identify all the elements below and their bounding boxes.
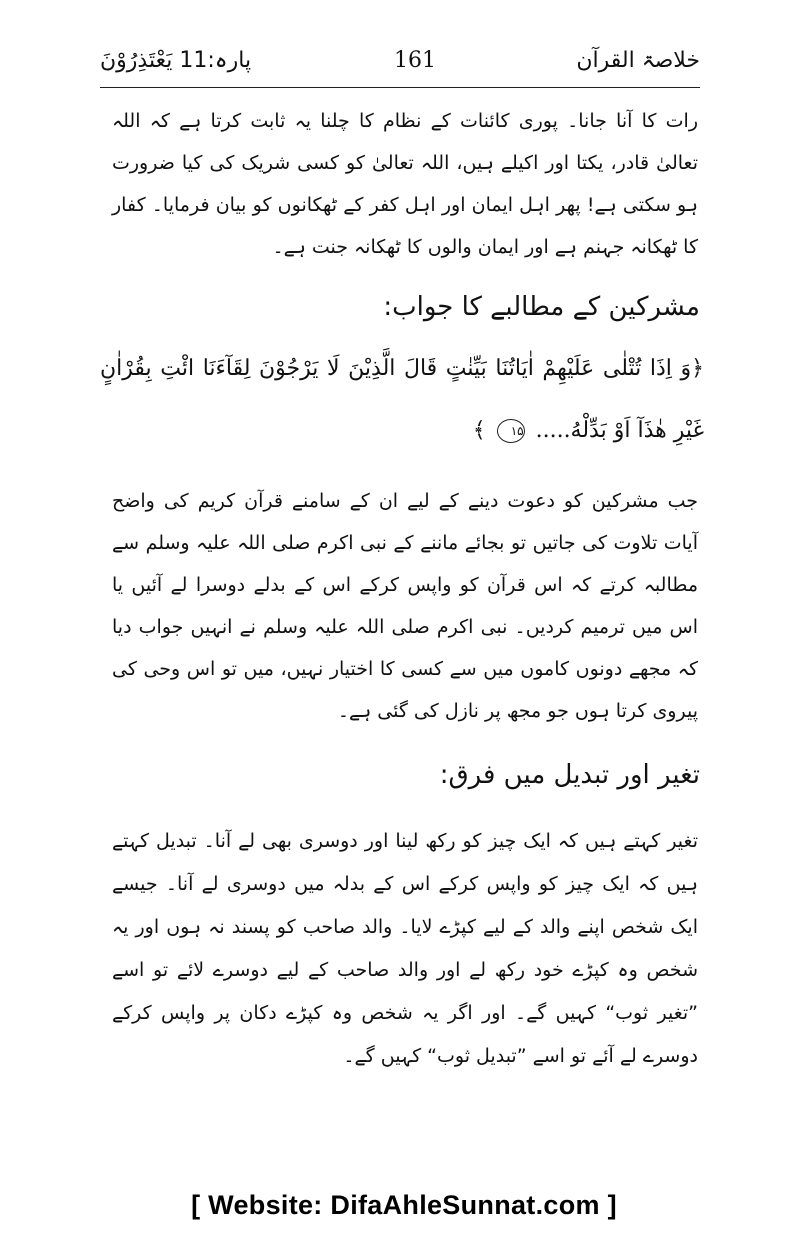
section-heading-response: مشرکین کے مطالبے کا جواب: <box>383 292 700 322</box>
page-number: 161 <box>394 48 436 73</box>
intro-paragraph: رات کا آنا جانا۔ پوری کائنات کے نظام کا چلنا یہ ثابت کرتا ہے کہ اللہ تعالیٰ قادر، یکتا اور اکیلے ہیں، اللہ تعالیٰ کو کسی شریک کی کیا ضرورت ہو سکتی ہے! پھر اہل ایمان اور اہل کفر کے ٹھکانوں کو بیان فرمایا۔ کفار کا ٹھکانہ جہنم ہے اور ایمان والوں کا ٹھکانہ جنت ہے۔ <box>112 110 698 258</box>
page-header <box>100 44 700 84</box>
ayah-text: ﴿وَ اِذَا تُتْلٰی عَلَیْهِمْ اٰیَاتُنَا بَیِّنٰتٍ قَالَ الَّذِیْنَ لَا یَرْجُوْنَ لِقَآءَنَا ائْتِ بِقُرْاٰنٍ غَیْرِ هٰذَآ اَوْ بَدِّلْهُ..... <box>100 356 704 443</box>
difference-paragraph: تغیر کہتے ہیں کہ ایک چیز کو رکھ لینا اور دوسری بھی لے آنا۔ تبدیل کہتے ہیں کہ ایک چیز کو واپس کرکے اس کے بدلہ میں دوسری لے آنا۔ جیسے ایک شخص اپنے والد کے لیے کپڑے لایا۔ والد صاحب کو پسند نہ ہوں اور یہ شخص وہ کپڑے خود رکھ لے اور والد صاحب کے لیے دوسرے لائے تو اسے ”تغیر ثوب“ کہیں گے۔ اور اگر یہ شخص وہ کپڑے دکان پر واپس کرکے دوسرے لے آئے تو اسے ”تبدیل ثوب“ کہیں گے۔ <box>112 830 698 1067</box>
website-footer: [ Website: DifaAhleSunnat.com ] <box>191 1190 617 1220</box>
header-divider <box>100 87 700 88</box>
book-title: خلاصۃ القرآن <box>576 48 700 73</box>
demand-paragraph: جب مشرکین کو دعوت دینے کے لیے ان کے سامنے قرآن کریم کی واضح آیات تلاوت کی جاتیں تو بجائے ماننے کے نبی اکرم صلی اللہ علیہ وسلم سے مطالبہ کرتے کہ اس قرآن کو واپس کرکے اس کے بدلے دوسرا لے آئیں یا اس میں ترمیم کردیں۔ نبی اکرم صلی اللہ علیہ وسلم نے انہیں جواب دیا کہ مجھے دونوں کاموں میں سے کسی کا اختیار نہیں، میں تو اس وحی کی پیروی کرتا ہوں جو مجھ پر نازل کی گئی ہے۔ <box>112 490 698 722</box>
para-label: پارہ:11 یَعْتَذِرُوْنَ <box>100 48 252 73</box>
ayah-closing-bracket: ﴾ <box>472 418 486 443</box>
ayah-number-marker: ۱۵ <box>497 419 525 443</box>
section-heading-difference: تغیر اور تبدیل میں فرق: <box>439 760 700 790</box>
quran-ayah <box>100 338 704 462</box>
